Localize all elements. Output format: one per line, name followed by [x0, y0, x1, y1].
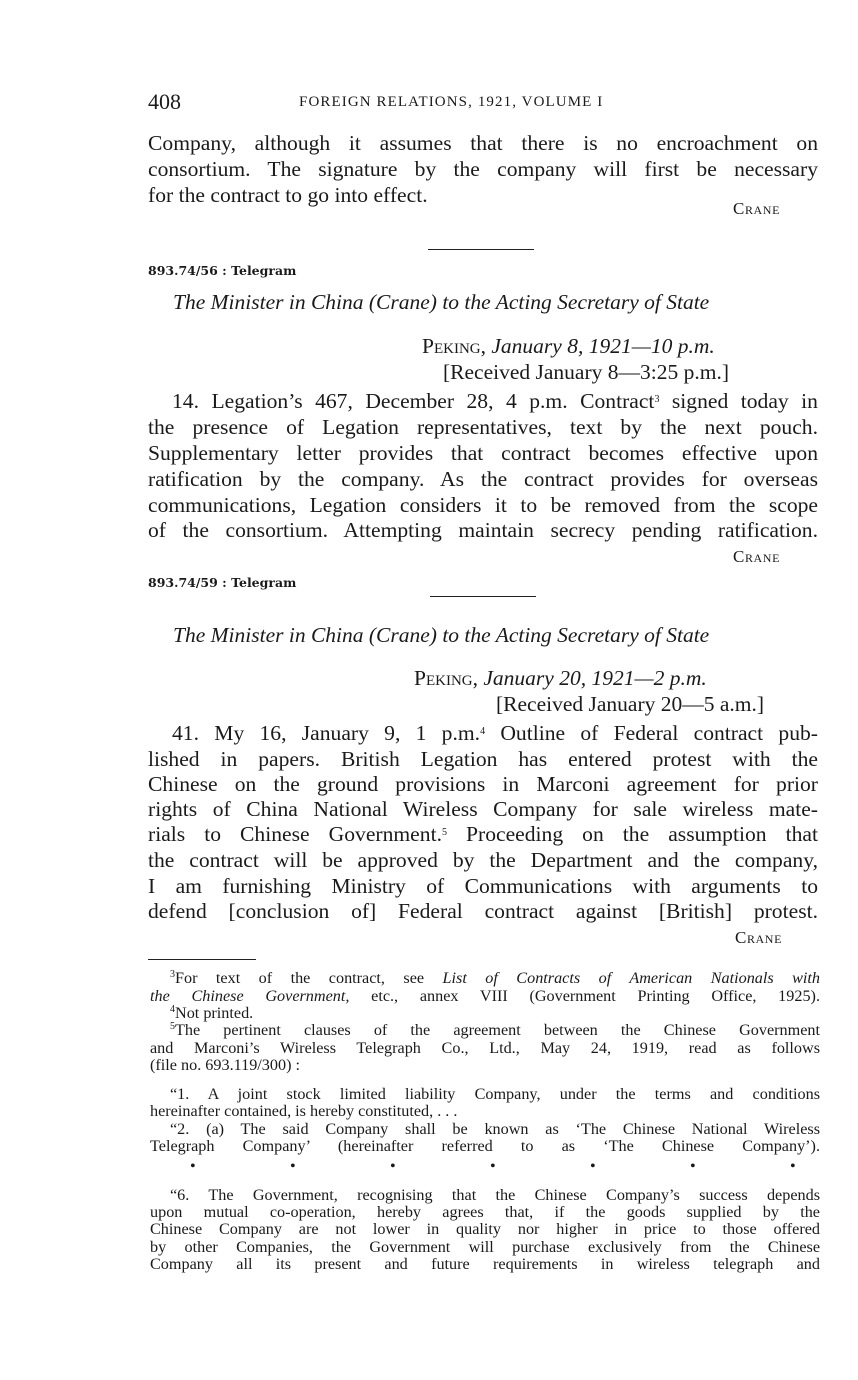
footnote-rule: [148, 959, 256, 960]
ellipsis-dot: •: [690, 1157, 696, 1175]
quote-line: “1. A joint stock limited liability Company, under the terms and conditions: [170, 1085, 820, 1103]
signature-crane: Crane: [733, 547, 781, 566]
quote-line: Chinese Company are not lower in quality nor higher in price to those offered: [150, 1220, 820, 1238]
ellipsis-dot: •: [490, 1157, 496, 1175]
quote-line: “6. The Government, recognising that the Chinese Company’s success depends: [170, 1186, 820, 1204]
footnote-5: [170, 1021, 820, 1040]
body-line: communications, Legation considers it to be removed from the scope: [148, 493, 818, 517]
quote-line: Company all its present and future requirements in wireless telegraph and: [150, 1255, 820, 1273]
quote-line: by other Companies, the Government will purchase exclusively from the Chinese: [150, 1238, 820, 1256]
body-line: rights of China National Wireless Company for sale wireless mate-: [148, 797, 818, 821]
footnote-italic: the Chinese Government,: [150, 987, 350, 1005]
dateline: [422, 334, 715, 359]
dateline: [414, 666, 707, 691]
body-line: Chinese on the ground provisions in Marconi agreement for prior: [148, 772, 818, 796]
document-heading: The Minister in China (Crane) to the Acting Secretary of State: [173, 290, 710, 314]
body-line: defend [conclusion of] Federal contract against [British] protest.: [148, 899, 818, 923]
signature-crane: Crane: [733, 199, 781, 218]
received-line: [Received January 8—3:25 p.m.]: [443, 360, 729, 384]
footnote-marker: 5: [170, 1021, 175, 1032]
footnote-text: The pertinent clauses of the agreement between the Chinese Government: [175, 1021, 820, 1039]
quote-line: Telegraph Company’ (hereinafter referred to as ‘The Chinese Company’).: [150, 1137, 820, 1155]
ellipsis-row: [190, 1157, 800, 1176]
footnote-marker: 4: [170, 1004, 175, 1015]
body-line: lished in papers. British Legation has entered protest with the: [148, 747, 818, 771]
quote-line: “2. (a) The said Company shall be known as ‘The Chinese National Wireless: [170, 1120, 820, 1138]
intro-line: consortium. The signature by the company will first be necessary: [148, 157, 818, 181]
body-line: Supplementary letter provides that contract becomes effective upon: [148, 441, 818, 465]
ellipsis-dot: •: [590, 1157, 596, 1175]
footnote-text: etc., annex VIII (Government Printing Office, 1925).: [371, 987, 820, 1005]
place: Peking,: [414, 666, 478, 690]
ellipsis-dot: •: [190, 1157, 196, 1175]
place: Peking,: [422, 334, 486, 358]
body-line-tail: Outline of Federal contract pub-: [500, 721, 818, 745]
body-line: the contract will be approved by the Department and the company,: [148, 848, 818, 872]
intro-line: Company, although it assumes that there is no encroachment on: [148, 131, 818, 155]
body-line-text: 41. My 16, January 9, 1 p.m.: [172, 721, 481, 745]
body-line: of the consortium. Attempting maintain secrecy pending ratification.: [148, 518, 818, 542]
footnote-line: (file no. 693.119/300) :: [150, 1056, 301, 1074]
body-line: [172, 721, 818, 746]
quote-line: upon mutual co-operation, hereby agrees that, if the goods supplied by the: [150, 1203, 820, 1221]
body-line: [148, 822, 818, 847]
ellipsis-dot: •: [790, 1157, 796, 1175]
body-line-tail: signed today in: [671, 389, 818, 413]
footnote-marker: 3: [170, 969, 175, 980]
date: January 20, 1921—2 p.m.: [483, 666, 707, 690]
body-line: I am furnishing Ministry of Communications with arguments to: [148, 874, 818, 898]
footnote-marker: 3: [654, 394, 660, 405]
footnote-text: Not printed.: [175, 1004, 254, 1022]
body-line: the presence of Legation representatives, text by the next pouch.: [148, 415, 818, 439]
body-line-text: 14. Legation’s 467, December 28, 4 p.m. Contract: [172, 389, 655, 413]
running-head: FOREIGN RELATIONS, 1921, VOLUME I: [299, 94, 604, 110]
footnote-marker: 4: [480, 726, 486, 737]
ellipsis-dot: •: [390, 1157, 396, 1175]
signature-crane: Crane: [735, 928, 783, 947]
date: January 8, 1921—10 p.m.: [491, 334, 715, 358]
body-line-tail: Proceeding on the assumption that: [466, 822, 818, 846]
file-reference: 893.74/59 : Telegram: [148, 575, 297, 590]
footnote-3: [170, 969, 820, 988]
body-line: [172, 389, 818, 414]
footnote-text: For text of the contract, see: [175, 969, 425, 987]
received-line: [Received January 20—5 a.m.]: [496, 692, 765, 716]
section-rule: [430, 596, 536, 597]
quote-line: hereinafter contained, is hereby constituted, . . .: [150, 1102, 458, 1120]
footnote-line: and Marconi’s Wireless Telegraph Co., Ltd., May 24, 1919, read as follows: [150, 1039, 820, 1057]
body-line: ratification by the company. As the contract provides for overseas: [148, 467, 818, 491]
document-heading: The Minister in China (Crane) to the Acting Secretary of State: [173, 623, 710, 647]
footnote-marker: 5: [441, 827, 447, 838]
section-rule: [428, 249, 534, 250]
file-reference: 893.74/56 : Telegram: [148, 263, 297, 278]
page-number: 408: [148, 89, 181, 114]
footnote-italic: List of Contracts of American Nationals with: [442, 969, 821, 987]
ellipsis-dot: •: [290, 1157, 296, 1175]
intro-line: for the contract to go into effect.: [148, 183, 428, 207]
body-line-text: rials to Chinese Government.: [148, 822, 442, 846]
